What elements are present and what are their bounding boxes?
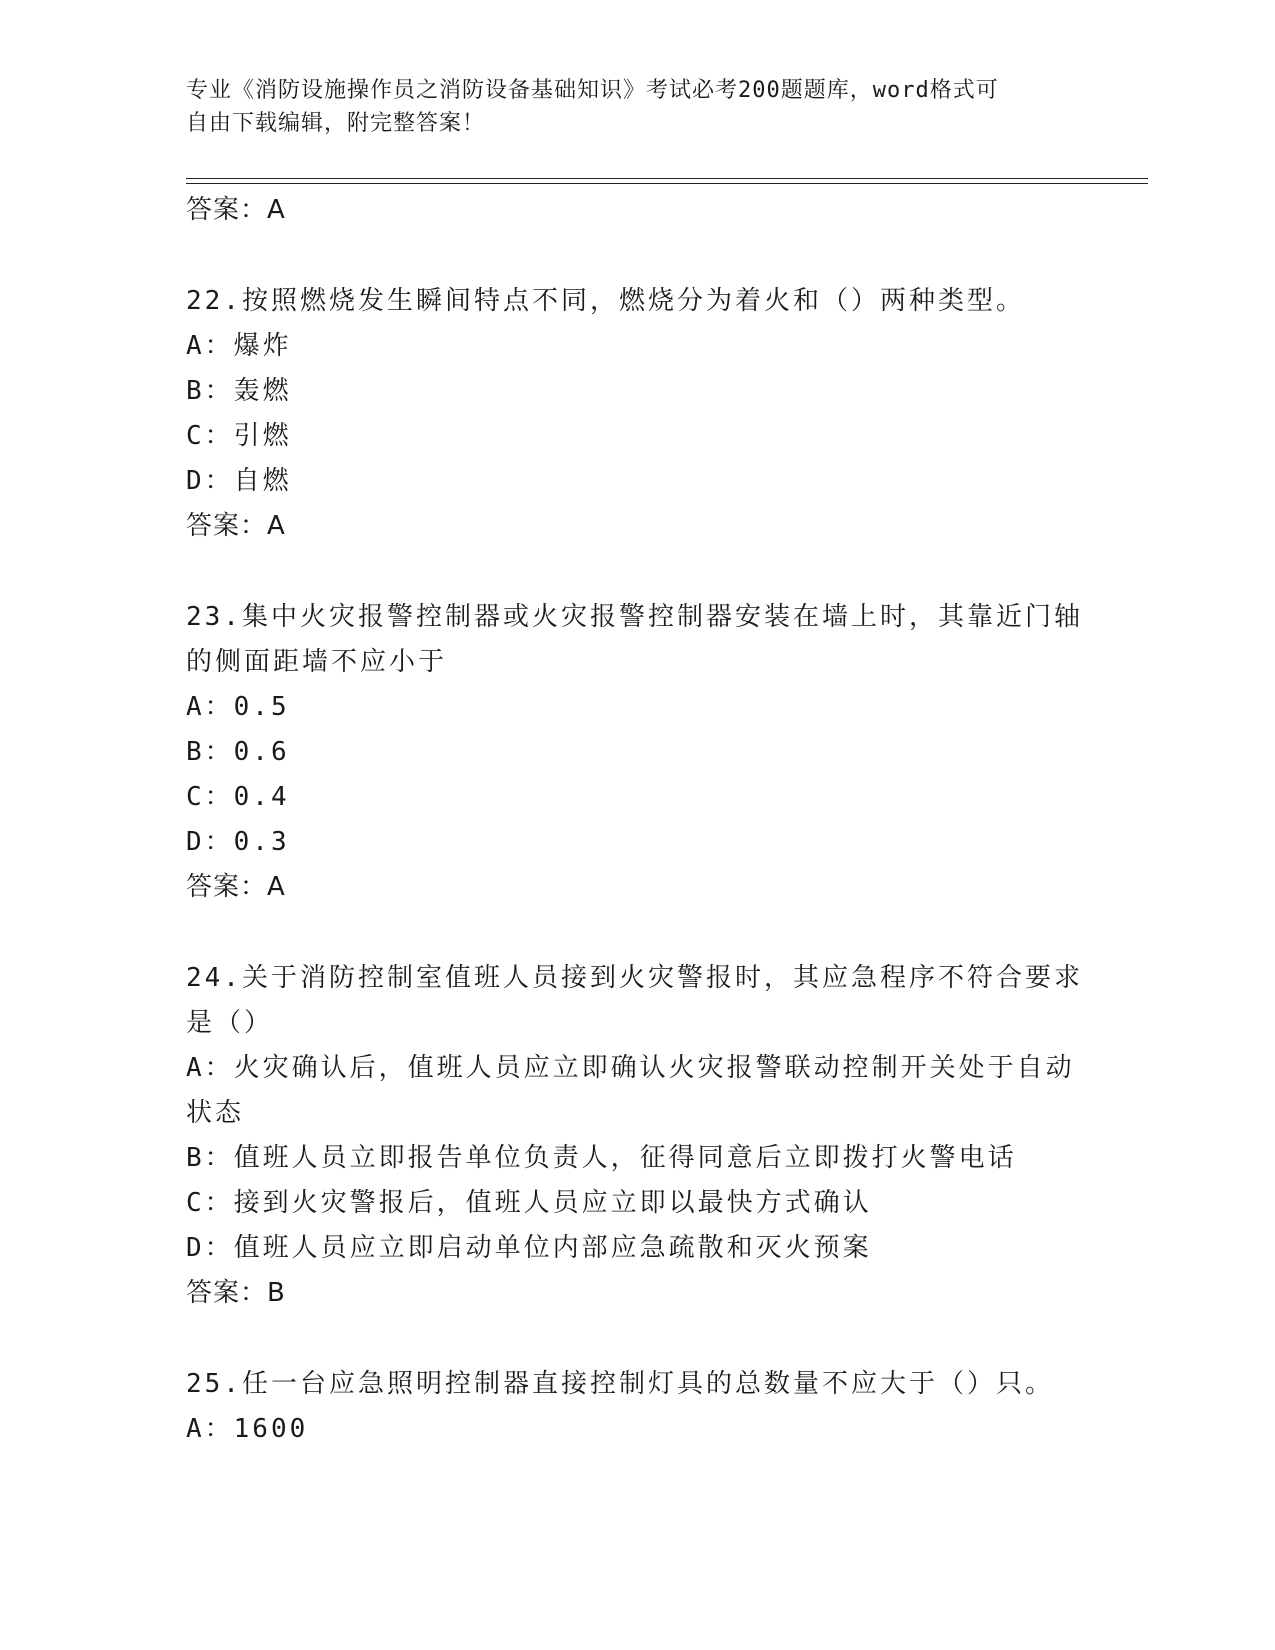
header-divider-bottom xyxy=(186,183,1148,184)
header-line-1: 专业《消防设施操作员之消防设备基础知识》考试必考200题题库，word格式可 xyxy=(186,78,999,103)
spacer xyxy=(186,1316,1086,1362)
option-c: C：0.4 xyxy=(186,782,290,812)
option-b: B：值班人员立即报告单位负责人，征得同意后立即拨打火警电话 xyxy=(186,1143,1017,1173)
option-a: A：1600 xyxy=(186,1414,309,1444)
question-25 xyxy=(186,1362,1086,1452)
question-stem-line-2: 是（） xyxy=(186,1008,274,1038)
question-stem: 25.任一台应急照明控制器直接控制灯具的总数量不应大于（）只。 xyxy=(186,1369,1054,1399)
spacer xyxy=(186,910,1086,956)
previous-answer: 答案：A xyxy=(186,195,286,225)
question-22 xyxy=(186,279,1086,549)
answer: 答案：A xyxy=(186,872,286,902)
answer: 答案：B xyxy=(186,1278,286,1308)
option-d: D：0.3 xyxy=(186,827,290,857)
option-b: B：0.6 xyxy=(186,737,290,767)
answer: 答案：A xyxy=(186,511,286,541)
header-divider-top xyxy=(186,178,1148,179)
question-stem-line-1: 24.关于消防控制室值班人员接到火灾警报时，其应急程序不符合要求 xyxy=(186,963,1083,993)
question-stem-line-1: 23.集中火灾报警控制器或火灾报警控制器安装在墙上时，其靠近门轴 xyxy=(186,602,1083,632)
option-c: C：接到火灾警报后，值班人员应立即以最快方式确认 xyxy=(186,1188,872,1218)
option-a: A：爆炸 xyxy=(186,331,292,361)
document-header xyxy=(186,74,1086,140)
question-stem-line-2: 的侧面距墙不应小于 xyxy=(186,647,448,677)
spacer xyxy=(186,233,1086,279)
question-stem: 22.按照燃烧发生瞬间特点不同，燃烧分为着火和（）两种类型。 xyxy=(186,286,1025,316)
option-a-line-1: A：火灾确认后，值班人员应立即确认火灾报警联动控制开关处于自动 xyxy=(186,1053,1075,1083)
option-c: C：引燃 xyxy=(186,421,292,451)
option-d: D：值班人员应立即启动单位内部应急疏散和灭火预案 xyxy=(186,1233,872,1263)
question-24 xyxy=(186,956,1086,1316)
header-line-2: 自由下载编辑，附完整答案！ xyxy=(186,111,486,136)
option-d: D：自燃 xyxy=(186,466,292,496)
option-b: B：轰燃 xyxy=(186,376,292,406)
spacer xyxy=(186,549,1086,595)
option-a: A：0.5 xyxy=(186,692,290,722)
question-23 xyxy=(186,595,1086,910)
question-list xyxy=(186,188,1086,1452)
option-a-line-2: 状态 xyxy=(186,1098,245,1128)
